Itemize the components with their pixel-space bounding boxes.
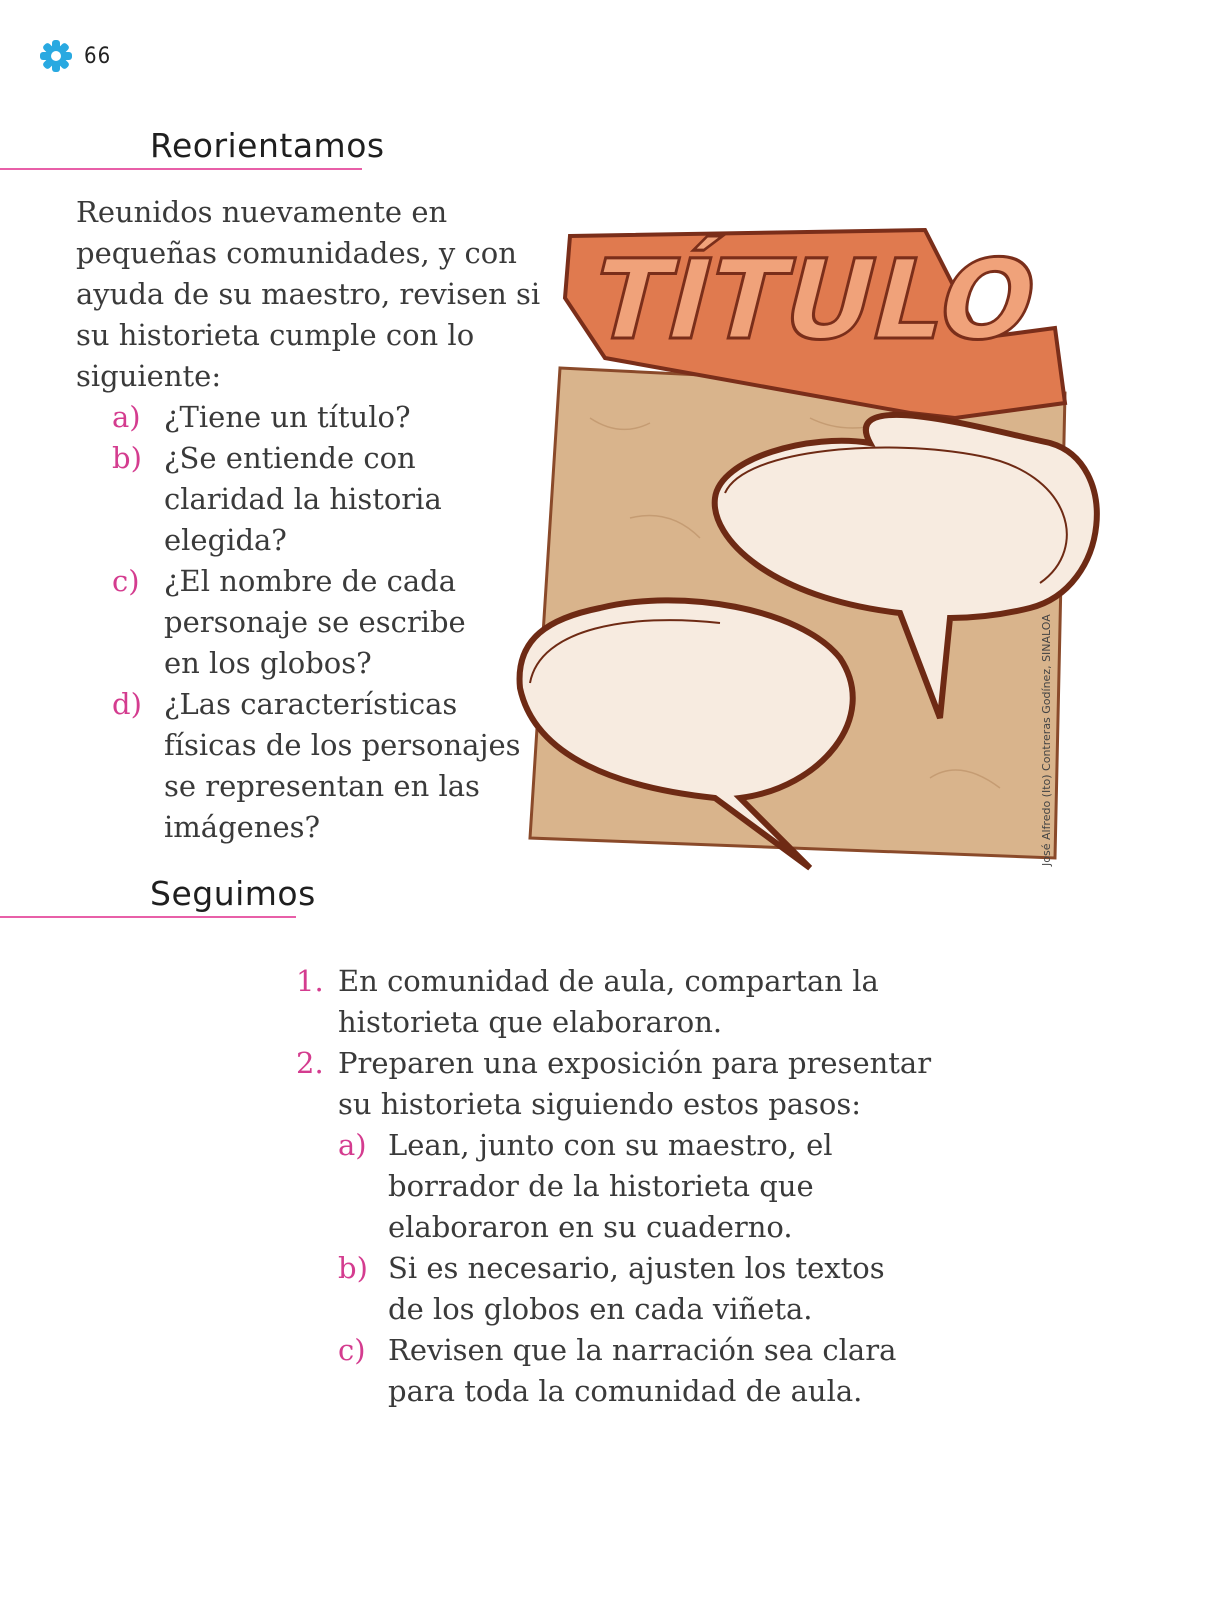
list-item (338, 1248, 953, 1330)
list-item (338, 1125, 953, 1248)
list-marker: c) (338, 1333, 366, 1367)
list-marker: a) (338, 1128, 367, 1162)
list-item-text: ¿Las características físicas de los personajes se representan en las imágenes? (164, 687, 521, 844)
list-marker: c) (112, 564, 140, 598)
list-item (296, 961, 956, 1043)
section-title-seguimos: Seguimos (0, 870, 296, 918)
list-item (112, 397, 552, 438)
list-marker: b) (338, 1251, 368, 1285)
list-item-text: En comunidad de aula, compartan la historieta que elaboraron. (338, 964, 879, 1039)
list-item (112, 438, 552, 561)
list-item-text: ¿Se entiende con claridad la historia elegida? (164, 441, 442, 557)
illustration-credit: José Alfredo (Ito) Contreras Godínez, SINALOA (1040, 614, 1053, 866)
list-marker: d) (112, 687, 142, 721)
list-marker: a) (112, 400, 141, 434)
list-item-text: Si es necesario, ajusten los textos de los globos en cada viñeta. (388, 1251, 885, 1326)
list-item-text: Lean, junto con su maestro, el borrador de la historieta que elaboraron en su cuaderno. (388, 1128, 833, 1244)
list-marker: b) (112, 441, 142, 475)
list-marker: 2. (296, 1046, 324, 1080)
section-title-reorientamos: Reorientamos (0, 122, 362, 170)
list-item-text: Revisen que la narración sea clara para toda la comunidad de aula. (388, 1333, 897, 1408)
steps-list (296, 961, 956, 1412)
list-item (112, 684, 552, 848)
list-item-text: Preparen una exposición para presentar su historieta siguiendo estos pasos: (338, 1046, 932, 1121)
comic-title-illustration (510, 218, 1130, 888)
snowflake-icon (38, 38, 74, 74)
list-item-text: ¿Tiene un título? (164, 400, 411, 434)
list-marker: 1. (296, 964, 324, 998)
page-number: 66 (84, 43, 112, 69)
checklist (112, 397, 552, 848)
intro-paragraph: Reunidos nuevamente en pequeñas comunidades, y con ayuda de su maestro, revisen si su historieta cumple con lo siguiente: (76, 195, 541, 393)
page-header (38, 38, 111, 74)
list-item-text: ¿El nombre de cada personaje se escribe en los globos? (164, 564, 466, 680)
title-word: TÍTULO (578, 236, 1051, 365)
list-item (338, 1330, 953, 1412)
list-item (296, 1043, 956, 1412)
list-item (112, 561, 552, 684)
substeps-list (338, 1125, 953, 1412)
